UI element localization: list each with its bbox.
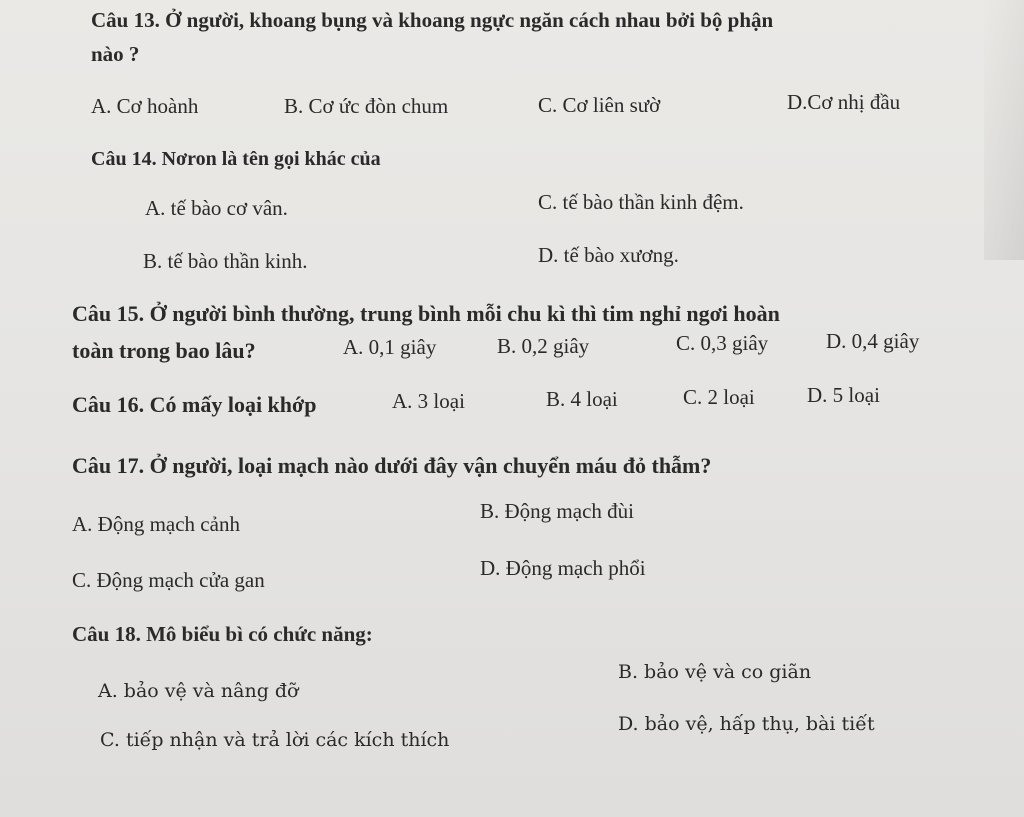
question-14-option-d: D. tế bào xương. [538, 243, 679, 267]
question-13-option-c: C. Cơ liên sườ [538, 93, 661, 117]
question-15-option-b: B. 0,2 giây [497, 334, 590, 358]
question-16-option-c: C. 2 loại [683, 385, 755, 409]
question-17-option-b: B. Động mạch đùi [480, 499, 634, 523]
question-16-option-d: D. 5 loại [807, 383, 880, 407]
question-17-option-c: C. Động mạch cửa gan [72, 568, 265, 592]
question-14-option-a: A. tế bào cơ vân. [145, 196, 288, 220]
question-16-option-b: B. 4 loại [546, 387, 618, 411]
question-17-stem: Câu 17. Ở người, loại mạch nào dưới đây vận chuyển máu đỏ thẫm? [72, 453, 712, 478]
question-14-option-b: B. tế bào thần kinh. [143, 249, 308, 273]
question-18-option-d: D. bảo vệ, hấp thụ, bài tiết [618, 713, 875, 735]
question-15-stem-line1: Câu 15. Ở người bình thường, trung bình mỗi chu kì thì tim nghỉ ngơi hoàn [72, 301, 780, 326]
question-15-option-d: D. 0,4 giây [826, 329, 920, 353]
question-15-option-c: C. 0,3 giây [676, 331, 769, 355]
question-15-stem-line2: toàn trong bao lâu? [72, 338, 256, 363]
question-13-option-b: B. Cơ ức đòn chum [284, 94, 449, 118]
question-13-option-d: D.Cơ nhị đầu [787, 90, 901, 114]
question-17-option-d: D. Động mạch phổi [480, 556, 646, 580]
paper-fold-shadow [984, 0, 1024, 260]
question-18-option-b: B. bảo vệ và co giãn [618, 661, 812, 683]
question-18-option-a: A. bảo vệ và nâng đỡ [98, 680, 299, 702]
question-18-option-c: C. tiếp nhận và trả lời các kích thích [100, 729, 450, 751]
question-18-stem: Câu 18. Mô biểu bì có chức năng: [72, 622, 373, 646]
question-13-stem-line2: nào ? [91, 42, 140, 66]
question-13-stem-line1: Câu 13. Ở người, khoang bụng và khoang ngực ngăn cách nhau bởi bộ phận [91, 8, 774, 32]
question-17-option-a: A. Động mạch cảnh [72, 512, 240, 536]
question-16-stem: Câu 16. Có mấy loại khớp [72, 392, 317, 417]
question-16-option-a: A. 3 loại [392, 389, 465, 413]
question-15-option-a: A. 0,1 giây [343, 335, 437, 359]
question-14-option-c: C. tế bào thần kinh đệm. [538, 190, 744, 214]
question-14-stem: Câu 14. Nơron là tên gọi khác của [91, 148, 381, 170]
question-13-option-a: A. Cơ hoành [91, 94, 199, 118]
